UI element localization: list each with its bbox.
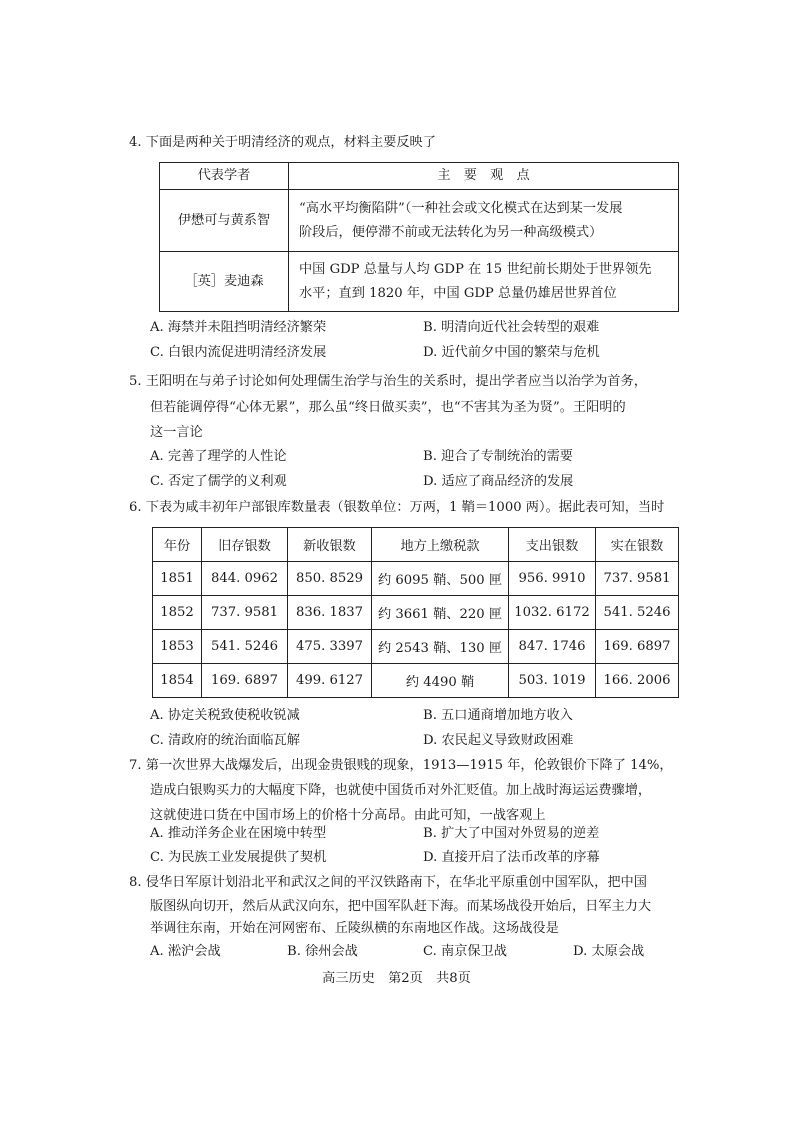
q4-row1-view-line2: 阶段后，便停滞不前或无法转化为另一种高级模式） <box>299 224 603 240</box>
q6-cell: 约 4490 鞘 <box>372 664 509 698</box>
q5-line3: 这一言论 <box>150 425 203 440</box>
q6-cell: 847. 1746 <box>509 630 596 664</box>
q4-row1-view <box>289 190 679 252</box>
q6-cell: 约 3661 鞘、220 匣 <box>372 596 509 630</box>
q4-stem: 4. 下面是两种关于明清经济的观点，材料主要反映了 <box>129 135 436 150</box>
q4-row1-view-line1: “高水平均衡陷阱”（一种社会或文化模式在达到某一发展 <box>299 200 623 216</box>
q7-option-a[interactable]: A. 推动洋务企业在困境中转型 <box>150 826 327 841</box>
table-row <box>153 562 679 596</box>
q6-option-c[interactable]: C. 清政府的统治面临瓦解 <box>150 733 300 748</box>
q6-cell: 541. 5246 <box>596 596 679 630</box>
q4-header-view: 主 要 观 点 <box>289 163 679 190</box>
q6-header-new: 新收银数 <box>288 528 372 562</box>
q6-header-old: 旧存银数 <box>202 528 288 562</box>
q6-cell: 166. 2006 <box>596 664 679 698</box>
q8-line1: 8. 侵华日军原计划沿北平和武汉之间的平汉铁路南下，在华北平原重创中国军队，把中国 <box>129 875 647 890</box>
q6-header-tax: 地方上缴税款 <box>372 528 509 562</box>
q7-line3: 这就使进口货在中国市场上的价格十分高昂。由此可知，一战客观上 <box>150 808 546 823</box>
q6-cell: 约 6095 鞘、500 匣 <box>372 562 509 596</box>
q6-cell: 1032. 6172 <box>509 596 596 630</box>
q8-line3: 举调往东南，开始在河网密布、丘陵纵横的东南地区作战。这场战役是 <box>150 921 559 936</box>
q6-cell: 169. 6897 <box>596 630 679 664</box>
q4-row2-scholar: ［英］麦迪森 <box>160 252 289 312</box>
q4-option-b[interactable]: B. 明清向近代社会转型的艰难 <box>423 320 600 335</box>
q6-option-b[interactable]: B. 五口通商增加地方收入 <box>423 708 573 723</box>
q6-header-balance: 实在银数 <box>596 528 679 562</box>
q6-cell: 1854 <box>153 664 202 698</box>
q4-option-c[interactable]: C. 白银内流促进明清经济发展 <box>150 345 327 360</box>
q4-table <box>159 162 679 312</box>
q5-option-b[interactable]: B. 迎合了专制统治的需要 <box>423 449 573 464</box>
q6-table <box>152 527 679 698</box>
table-row <box>153 664 679 698</box>
q4-option-d[interactable]: D. 近代前夕中国的繁荣与危机 <box>423 345 600 360</box>
q6-cell: 169. 6897 <box>202 664 288 698</box>
q6-cell: 499. 6127 <box>288 664 372 698</box>
q7-line1: 7. 第一次世界大战爆发后，出现金贵银贱的现象，1913—1915 年，伦敦银价下降了 14%， <box>129 758 673 773</box>
q8-option-b[interactable]: B. 徐州会战 <box>287 944 358 959</box>
q6-header-year: 年份 <box>153 528 202 562</box>
q6-cell: 1853 <box>153 630 202 664</box>
q8-line2: 版图纵向切开，然后从武汉向东，把中国军队赶下海。而某场战役开始后，日军主力大 <box>150 899 652 914</box>
q4-header-scholar: 代表学者 <box>160 163 289 190</box>
q5-option-a[interactable]: A. 完善了理学的人性论 <box>150 449 287 464</box>
q7-option-b[interactable]: B. 扩大了中国对外贸易的逆差 <box>423 826 600 841</box>
q4-row1-scholar: 伊懋可与黄系智 <box>160 190 289 252</box>
q8-option-c[interactable]: C. 南京保卫战 <box>423 944 507 959</box>
q6-cell: 844. 0962 <box>202 562 288 596</box>
q6-option-d[interactable]: D. 农民起义导致财政困难 <box>423 733 574 748</box>
q5-line1: 5. 王阳明在与弟子讨论如何处理儒生治学与治生的关系时，提出学者应当以治学为首务， <box>129 374 647 389</box>
q8-option-d[interactable]: D. 太原会战 <box>573 944 645 959</box>
q5-option-d[interactable]: D. 适应了商品经济的发展 <box>423 474 574 489</box>
q8-option-a[interactable]: A. 淞沪会战 <box>150 944 221 959</box>
q6-option-a[interactable]: A. 协定关税致使税收锐减 <box>150 708 300 723</box>
q4-row2-view-line2: 水平；直到 1820 年，中国 GDP 总量仍雄居世界首位 <box>299 285 617 301</box>
q6-cell: 503. 1019 <box>509 664 596 698</box>
q6-cell: 475. 3397 <box>288 630 372 664</box>
q6-cell: 850. 8529 <box>288 562 372 596</box>
q4-row2-view <box>289 252 679 312</box>
q6-cell: 541. 5246 <box>202 630 288 664</box>
q6-cell: 1851 <box>153 562 202 596</box>
q7-option-c[interactable]: C. 为民族工业发展提供了契机 <box>150 850 327 865</box>
q4-row2-view-line1: 中国 GDP 总量与人均 GDP 在 15 世纪前长期处于世界领先 <box>299 261 652 277</box>
q5-line2: 但若能调停得“心体无累”，那么虽“终日做买卖”，也“不害其为圣为贤”。王阳明的 <box>150 400 626 415</box>
q6-cell: 约 2543 鞘、130 匣 <box>372 630 509 664</box>
q6-stem: 6. 下表为咸丰初年户部银库数量表（银数单位：万两，1 鞘＝1000 两）。据此表可知，当时 <box>129 500 665 515</box>
q7-option-d[interactable]: D. 直接开启了法币改革的序幕 <box>423 850 600 865</box>
table-row <box>153 630 679 664</box>
q6-cell: 836. 1837 <box>288 596 372 630</box>
q6-cell: 737. 9581 <box>596 562 679 596</box>
q6-header-expense: 支出银数 <box>509 528 596 562</box>
q6-cell: 737. 9581 <box>202 596 288 630</box>
q6-cell: 1852 <box>153 596 202 630</box>
q5-option-c[interactable]: C. 否定了儒学的义利观 <box>150 474 287 489</box>
q4-option-a[interactable]: A. 海禁并未阻挡明清经济繁荣 <box>150 320 327 335</box>
page-footer: 高三历史 第2页 共8页 <box>322 971 471 986</box>
table-row <box>153 596 679 630</box>
q7-line2: 造成白银购买力的大幅度下降，也就使中国货币对外汇贬值。加上战时海运运费骤增， <box>150 783 652 798</box>
q6-cell: 956. 9910 <box>509 562 596 596</box>
